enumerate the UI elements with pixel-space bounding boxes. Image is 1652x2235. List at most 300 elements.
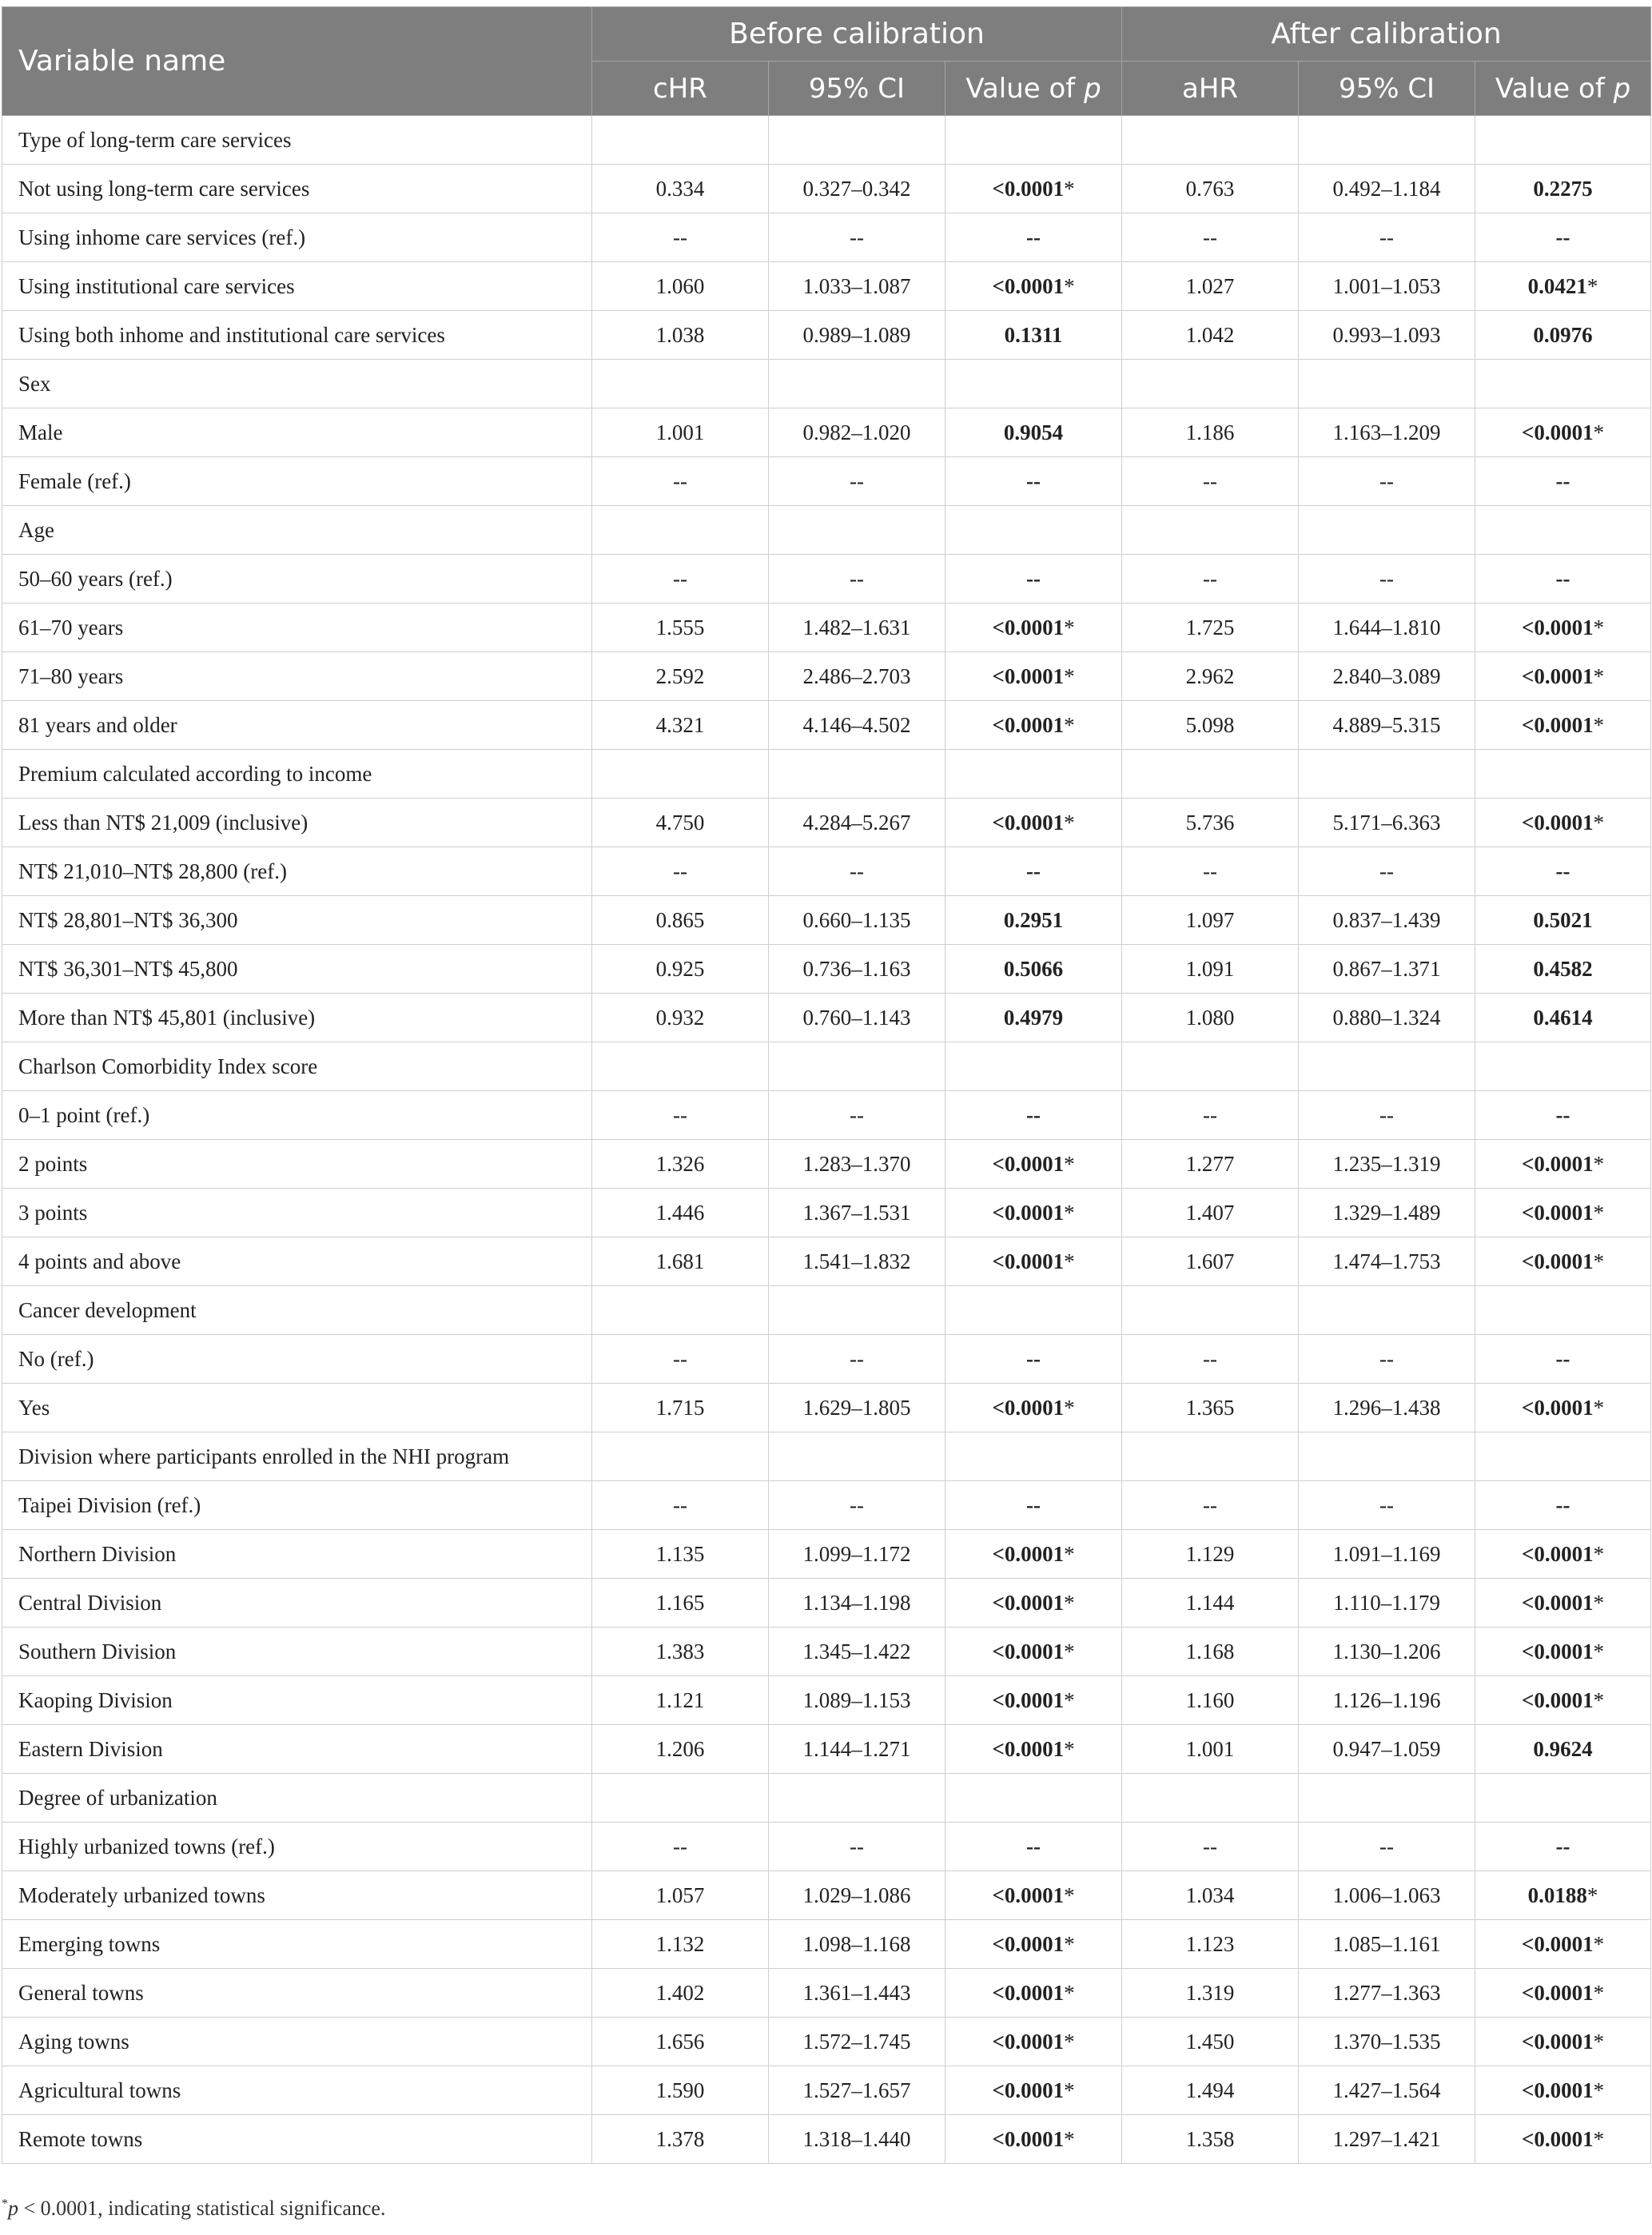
before-ci-cell: --	[769, 213, 945, 262]
chr-cell: 1.132	[592, 1920, 769, 1969]
before-p-value-cell	[945, 994, 1122, 1042]
empty-cell	[592, 1042, 769, 1091]
significance-marker: *	[1064, 1736, 1075, 1761]
before-p-value-cell	[945, 1140, 1122, 1189]
p-value: <0.0001	[992, 1736, 1065, 1761]
p-value: <0.0001	[1521, 1151, 1594, 1176]
p-value: <0.0001	[992, 1541, 1065, 1566]
section-header-row	[2, 506, 1651, 555]
ahr-cell: 1.034	[1122, 1871, 1299, 1920]
ahr-cell: 1.358	[1122, 2115, 1299, 2164]
empty-cell	[1122, 1042, 1299, 1091]
after-ci-cell: 0.993–1.093	[1299, 311, 1475, 360]
section-header-row	[2, 1042, 1651, 1091]
empty-cell	[1299, 360, 1475, 408]
before-p-value-cell	[945, 408, 1122, 457]
empty-cell	[769, 1286, 945, 1335]
variable-label: Not using long-term care services	[2, 165, 592, 213]
after-p-value-cell	[1475, 1725, 1651, 1774]
p-value: <0.0001	[992, 1151, 1065, 1176]
p-value: --	[1555, 566, 1570, 591]
table-row	[2, 945, 1651, 994]
after-ci-header: 95% CI	[1299, 62, 1475, 116]
section-label: Division where participants enrolled in the NHI program	[2, 1432, 592, 1481]
p-value: 0.9054	[1003, 420, 1064, 444]
after-p-value-cell	[1475, 652, 1651, 701]
significance-marker: *	[1593, 1249, 1605, 1273]
before-p-value-cell	[945, 1530, 1122, 1579]
variable-label: 3 points	[2, 1189, 592, 1237]
empty-cell	[1122, 506, 1299, 555]
variable-label: Remote towns	[2, 2115, 592, 2164]
significance-marker: *	[1593, 1541, 1605, 1566]
p-value: --	[1026, 1346, 1041, 1371]
p-value: <0.0001	[1521, 2126, 1594, 2151]
ahr-header: aHR	[1122, 62, 1299, 116]
ahr-cell: 2.962	[1122, 652, 1299, 701]
after-p-value-cell	[1475, 2018, 1651, 2066]
significance-marker: *	[1593, 1590, 1605, 1615]
chr-cell: 1.001	[592, 408, 769, 457]
p-value: --	[1555, 1834, 1570, 1859]
empty-cell	[1122, 360, 1299, 408]
after-p-value-cell	[1475, 1871, 1651, 1920]
p-value: --	[1555, 225, 1570, 249]
variable-label: Kaoping Division	[2, 1676, 592, 1725]
significance-marker: *	[1593, 810, 1605, 835]
after-ci-cell: --	[1299, 1823, 1475, 1871]
after-ci-cell: --	[1299, 1335, 1475, 1384]
significance-marker: *	[1593, 2126, 1605, 2151]
ahr-cell: 1.494	[1122, 2066, 1299, 2115]
table-row	[2, 896, 1651, 945]
variable-label: More than NT$ 45,801 (inclusive)	[2, 994, 592, 1042]
before-ci-cell: 0.327–0.342	[769, 165, 945, 213]
empty-cell	[592, 1432, 769, 1481]
chr-cell: --	[592, 1091, 769, 1140]
empty-cell	[1299, 1286, 1475, 1335]
empty-cell	[769, 1432, 945, 1481]
ahr-cell: --	[1122, 213, 1299, 262]
variable-label: Emerging towns	[2, 1920, 592, 1969]
significance-marker: *	[1064, 615, 1075, 639]
p-value: --	[1555, 1102, 1570, 1127]
empty-cell	[1122, 1774, 1299, 1823]
table-row	[2, 847, 1651, 896]
empty-cell	[945, 750, 1122, 799]
variable-label: Using institutional care services	[2, 262, 592, 311]
before-ci-cell: 1.361–1.443	[769, 1969, 945, 2018]
ahr-cell: 1.319	[1122, 1969, 1299, 2018]
section-header-row	[2, 116, 1651, 165]
before-ci-cell: 1.527–1.657	[769, 2066, 945, 2115]
variable-label: NT$ 21,010–NT$ 28,800 (ref.)	[2, 847, 592, 896]
p-value: <0.0001	[992, 712, 1065, 737]
after-ci-cell: 1.130–1.206	[1299, 1627, 1475, 1676]
after-ci-cell: 1.644–1.810	[1299, 604, 1475, 652]
before-ci-cell: 1.572–1.745	[769, 2018, 945, 2066]
after-p-value-cell	[1475, 1384, 1651, 1432]
before-p-value-cell	[945, 1335, 1122, 1384]
p-value: <0.0001	[992, 1249, 1065, 1273]
table-row	[2, 604, 1651, 652]
before-p-value-cell	[945, 799, 1122, 847]
before-calibration-header: Before calibration	[592, 7, 1122, 62]
variable-label: Moderately urbanized towns	[2, 1871, 592, 1920]
empty-cell	[1299, 1042, 1475, 1091]
chr-cell: 1.402	[592, 1969, 769, 2018]
table-row	[2, 1091, 1651, 1140]
variable-label: Eastern Division	[2, 1725, 592, 1774]
after-p-value-cell	[1475, 311, 1651, 360]
variable-label: Northern Division	[2, 1530, 592, 1579]
variable-label: Taipei Division (ref.)	[2, 1481, 592, 1530]
after-ci-cell: 0.492–1.184	[1299, 165, 1475, 213]
significance-marker: *	[1064, 1931, 1075, 1956]
p-value: <0.0001	[992, 1882, 1065, 1907]
table-row	[2, 457, 1651, 506]
chr-cell: 0.865	[592, 896, 769, 945]
table-row	[2, 1237, 1651, 1286]
chr-cell: --	[592, 213, 769, 262]
ahr-cell: 1.144	[1122, 1579, 1299, 1627]
before-p-value-cell	[945, 1481, 1122, 1530]
significance-marker: *	[1064, 712, 1075, 737]
chr-cell: 1.038	[592, 311, 769, 360]
p-value: <0.0001	[992, 1200, 1065, 1225]
before-ci-cell: 1.029–1.086	[769, 1871, 945, 1920]
p-value: <0.0001	[1521, 420, 1594, 444]
p-value: --	[1026, 1102, 1041, 1127]
chr-cell: 0.925	[592, 945, 769, 994]
after-ci-cell: --	[1299, 213, 1475, 262]
p-value: --	[1026, 468, 1041, 493]
section-label: Sex	[2, 360, 592, 408]
before-ci-cell: 0.736–1.163	[769, 945, 945, 994]
after-ci-cell: --	[1299, 555, 1475, 604]
after-p-value-cell	[1475, 165, 1651, 213]
after-ci-cell: 2.840–3.089	[1299, 652, 1475, 701]
after-p-value-cell	[1475, 896, 1651, 945]
section-label: Premium calculated according to income	[2, 750, 592, 799]
table-row	[2, 165, 1651, 213]
empty-cell	[1299, 1432, 1475, 1481]
section-label: Charlson Comorbidity Index score	[2, 1042, 592, 1091]
after-ci-cell: --	[1299, 1481, 1475, 1530]
significance-marker: *	[1593, 615, 1605, 639]
before-ci-cell: 1.144–1.271	[769, 1725, 945, 1774]
significance-marker: *	[1064, 1249, 1075, 1273]
before-ci-cell: 4.284–5.267	[769, 799, 945, 847]
before-p-value-cell	[945, 1189, 1122, 1237]
empty-cell	[1122, 1432, 1299, 1481]
before-ci-cell: 1.541–1.832	[769, 1237, 945, 1286]
after-ci-cell: --	[1299, 457, 1475, 506]
p-value: <0.0001	[992, 273, 1065, 298]
p-value: <0.0001	[1521, 615, 1594, 639]
table-row	[2, 1627, 1651, 1676]
after-p-value-cell	[1475, 555, 1651, 604]
table-row	[2, 701, 1651, 750]
table-row	[2, 1579, 1651, 1627]
variable-label: 2 points	[2, 1140, 592, 1189]
chr-cell: 1.206	[592, 1725, 769, 1774]
ahr-cell: --	[1122, 555, 1299, 604]
after-p-value-cell	[1475, 1530, 1651, 1579]
empty-cell	[945, 1432, 1122, 1481]
before-p-value-cell	[945, 457, 1122, 506]
p-value: --	[1555, 1492, 1570, 1517]
ahr-cell: --	[1122, 1335, 1299, 1384]
chr-cell: 1.378	[592, 2115, 769, 2164]
before-ci-cell: 0.760–1.143	[769, 994, 945, 1042]
variable-label: NT$ 36,301–NT$ 45,800	[2, 945, 592, 994]
empty-cell	[769, 360, 945, 408]
before-p-value-cell	[945, 1920, 1122, 1969]
p-value: 0.0976	[1533, 322, 1593, 347]
empty-cell	[592, 750, 769, 799]
ahr-cell: 1.407	[1122, 1189, 1299, 1237]
p-value: <0.0001	[992, 663, 1065, 688]
significance-marker: *	[1064, 1151, 1075, 1176]
after-p-value-cell	[1475, 604, 1651, 652]
section-header-row	[2, 1432, 1651, 1481]
before-p-value-cell	[945, 311, 1122, 360]
after-p-value-cell	[1475, 1189, 1651, 1237]
before-ci-cell: 1.134–1.198	[769, 1579, 945, 1627]
p-value: <0.0001	[1521, 1639, 1594, 1663]
empty-cell	[769, 750, 945, 799]
variable-label: Aging towns	[2, 2018, 592, 2066]
variable-label: 4 points and above	[2, 1237, 592, 1286]
p-value: <0.0001	[992, 2078, 1065, 2102]
ahr-cell: 1.277	[1122, 1140, 1299, 1189]
p-value: <0.0001	[1521, 1931, 1594, 1956]
before-p-value-cell	[945, 896, 1122, 945]
hazard-ratio-table	[2, 6, 1651, 2164]
before-p-value-cell	[945, 1676, 1122, 1725]
p-value: 0.2275	[1533, 176, 1593, 201]
after-p-value-cell	[1475, 1823, 1651, 1871]
p-value: 0.5066	[1003, 956, 1064, 981]
chr-cell: 1.135	[592, 1530, 769, 1579]
before-p-value-cell	[945, 1384, 1122, 1432]
p-value: <0.0001	[1521, 712, 1594, 737]
after-ci-cell: 1.110–1.179	[1299, 1579, 1475, 1627]
after-ci-cell: 1.474–1.753	[1299, 1237, 1475, 1286]
after-p-value-cell	[1475, 2115, 1651, 2164]
before-ci-cell: 0.989–1.089	[769, 311, 945, 360]
table-row	[2, 1871, 1651, 1920]
empty-cell	[592, 1774, 769, 1823]
before-ci-cell: --	[769, 555, 945, 604]
before-p-value-cell	[945, 1969, 1122, 2018]
significance-marker: *	[1593, 663, 1605, 688]
significance-marker: *	[1064, 2078, 1075, 2102]
before-ci-cell: --	[769, 1823, 945, 1871]
p-value: <0.0001	[992, 1687, 1065, 1712]
after-p-value-header: Value of p	[1475, 62, 1651, 116]
after-p-value-cell	[1475, 701, 1651, 750]
after-ci-cell: 0.947–1.059	[1299, 1725, 1475, 1774]
table-row	[2, 408, 1651, 457]
before-ci-cell: 1.099–1.172	[769, 1530, 945, 1579]
section-label: Type of long-term care services	[2, 116, 592, 165]
empty-cell	[769, 1774, 945, 1823]
significance-marker: *	[1586, 1882, 1598, 1907]
before-p-value-cell	[945, 1237, 1122, 1286]
p-value: --	[1555, 468, 1570, 493]
p-value: <0.0001	[992, 1639, 1065, 1663]
variable-label: Female (ref.)	[2, 457, 592, 506]
table-row	[2, 1530, 1651, 1579]
p-value: 0.4979	[1003, 1005, 1064, 1030]
p-value: <0.0001	[1521, 1541, 1594, 1566]
chr-cell: 1.383	[592, 1627, 769, 1676]
empty-cell	[945, 1286, 1122, 1335]
p-value: <0.0001	[1521, 1249, 1594, 1273]
p-value: <0.0001	[992, 810, 1065, 835]
variable-name-header: Variable name	[2, 7, 592, 116]
significance-marker: *	[1593, 1980, 1605, 2005]
chr-cell: 1.060	[592, 262, 769, 311]
variable-label: NT$ 28,801–NT$ 36,300	[2, 896, 592, 945]
chr-cell: --	[592, 1823, 769, 1871]
empty-cell	[1299, 116, 1475, 165]
before-p-value-cell	[945, 165, 1122, 213]
empty-cell	[592, 506, 769, 555]
table-row	[2, 1140, 1651, 1189]
significance-marker: *	[1593, 1639, 1605, 1663]
empty-cell	[1475, 1286, 1651, 1335]
p-value: 0.0421	[1527, 273, 1587, 298]
after-ci-cell: 1.296–1.438	[1299, 1384, 1475, 1432]
before-ci-cell: 1.283–1.370	[769, 1140, 945, 1189]
chr-cell: 1.715	[592, 1384, 769, 1432]
table-row	[2, 311, 1651, 360]
chr-cell: --	[592, 457, 769, 506]
significance-marker: *	[1593, 712, 1605, 737]
before-p-value-cell	[945, 2018, 1122, 2066]
chr-cell: 1.555	[592, 604, 769, 652]
p-value: <0.0001	[1521, 1200, 1594, 1225]
significance-marker: *	[1064, 2126, 1075, 2151]
p-value: <0.0001	[1521, 663, 1594, 688]
ahr-cell: 1.042	[1122, 311, 1299, 360]
significance-marker: *	[1593, 420, 1605, 444]
empty-cell	[945, 1774, 1122, 1823]
after-ci-cell: 1.329–1.489	[1299, 1189, 1475, 1237]
p-value: <0.0001	[992, 1931, 1065, 1956]
chr-cell: 1.057	[592, 1871, 769, 1920]
after-p-value-cell	[1475, 1920, 1651, 1969]
empty-cell	[1122, 116, 1299, 165]
section-label: Cancer development	[2, 1286, 592, 1335]
table-row	[2, 262, 1651, 311]
header-row-groups	[2, 7, 1651, 62]
significance-marker: *	[1064, 1200, 1075, 1225]
after-p-value-cell	[1475, 1579, 1651, 1627]
after-ci-cell: 1.163–1.209	[1299, 408, 1475, 457]
significance-marker: *	[1593, 1200, 1605, 1225]
table-row	[2, 2018, 1651, 2066]
p-value: --	[1026, 566, 1041, 591]
significance-marker: *	[1064, 1541, 1075, 1566]
before-p-value-header: Value of p	[945, 62, 1122, 116]
table-row	[2, 1725, 1651, 1774]
before-p-value-cell	[945, 262, 1122, 311]
after-p-value-cell	[1475, 994, 1651, 1042]
chr-cell: 1.326	[592, 1140, 769, 1189]
table-row	[2, 2115, 1651, 2164]
after-p-value-cell	[1475, 1335, 1651, 1384]
before-ci-header: 95% CI	[769, 62, 945, 116]
before-p-value-cell	[945, 555, 1122, 604]
table-row	[2, 1969, 1651, 2018]
before-p-value-cell	[945, 652, 1122, 701]
after-ci-cell: --	[1299, 847, 1475, 896]
before-p-value-cell	[945, 604, 1122, 652]
significance-marker: *	[1064, 1395, 1075, 1420]
empty-cell	[769, 1042, 945, 1091]
p-value: --	[1026, 225, 1041, 249]
after-p-value-cell	[1475, 408, 1651, 457]
ahr-cell: --	[1122, 1481, 1299, 1530]
table-row	[2, 213, 1651, 262]
variable-label: Agricultural towns	[2, 2066, 592, 2115]
empty-cell	[1475, 506, 1651, 555]
variable-label: General towns	[2, 1969, 592, 2018]
significance-marker: *	[1593, 1687, 1605, 1712]
after-calibration-header: After calibration	[1122, 7, 1651, 62]
p-value: --	[1555, 1346, 1570, 1371]
p-value: <0.0001	[1521, 810, 1594, 835]
ahr-cell: 1.365	[1122, 1384, 1299, 1432]
chr-cell: 4.750	[592, 799, 769, 847]
footnote: *p < 0.0001, indicating statistical significance.	[2, 2197, 386, 2220]
empty-cell	[945, 506, 1122, 555]
ahr-cell: 1.186	[1122, 408, 1299, 457]
before-p-value-cell	[945, 2115, 1122, 2164]
p-value: <0.0001	[992, 176, 1065, 201]
empty-cell	[592, 360, 769, 408]
p-value: --	[1555, 859, 1570, 883]
before-p-value-cell	[945, 213, 1122, 262]
empty-cell	[1475, 360, 1651, 408]
after-p-value-cell	[1475, 1969, 1651, 2018]
after-p-value-cell	[1475, 1481, 1651, 1530]
ahr-cell: 1.168	[1122, 1627, 1299, 1676]
after-ci-cell: 1.085–1.161	[1299, 1920, 1475, 1969]
empty-cell	[592, 1286, 769, 1335]
significance-marker: *	[1064, 176, 1075, 201]
before-p-value-cell	[945, 1871, 1122, 1920]
before-ci-cell: 1.482–1.631	[769, 604, 945, 652]
p-value: --	[1026, 1834, 1041, 1859]
after-ci-cell: 1.297–1.421	[1299, 2115, 1475, 2164]
significance-marker: *	[1064, 1590, 1075, 1615]
table-row	[2, 1676, 1651, 1725]
p-value: 0.0188	[1527, 1882, 1587, 1907]
empty-cell	[1122, 750, 1299, 799]
variable-label: Less than NT$ 21,009 (inclusive)	[2, 799, 592, 847]
variable-label: 81 years and older	[2, 701, 592, 750]
p-value: --	[1026, 859, 1041, 883]
after-ci-cell: 0.867–1.371	[1299, 945, 1475, 994]
ahr-cell: 1.450	[1122, 2018, 1299, 2066]
ahr-cell: 0.763	[1122, 165, 1299, 213]
significance-marker: *	[1064, 2029, 1075, 2054]
